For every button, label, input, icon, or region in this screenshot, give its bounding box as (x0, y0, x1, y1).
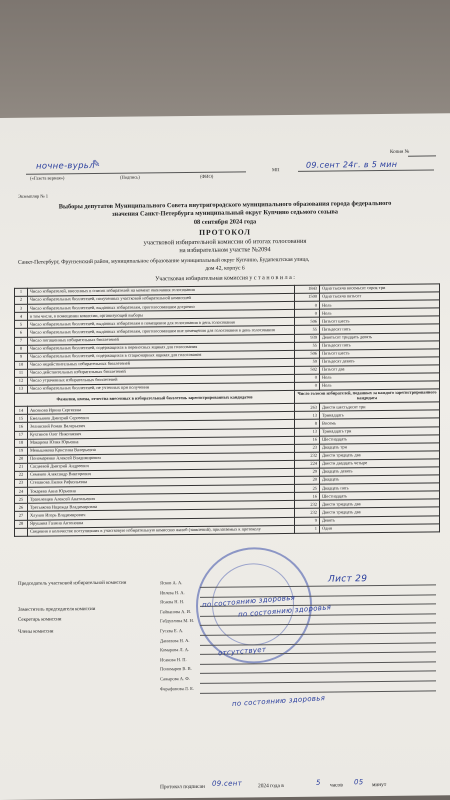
copy-number-label: Копия № (390, 149, 410, 155)
row-label: Число избирательных бюллетеней, выданных избирателям, проголосовавшим вне помещения для голосования в день голосования (28, 326, 295, 337)
address-line-2: дом 42, корпус 6 (205, 265, 245, 272)
member-name: Ясков А. А. (160, 580, 183, 586)
row-label: Число погашенных избирательных бюллетеней (28, 334, 295, 345)
results-table (14, 283, 440, 536)
row-number: 13 (15, 385, 28, 393)
protocol-sheet (0, 113, 450, 800)
candidate-votes-words: Двадцать (320, 475, 440, 484)
row-label: Число избирательных бюллетеней, содержащихся в стационарных ящиках для голосования (28, 350, 295, 361)
candidate-name: Емельянов Дмитрий Сергеевич (28, 412, 295, 423)
election-date: 08 сентября 2024 года (193, 218, 257, 226)
candidate-votes-words: Двести шестьдесят три (320, 402, 440, 411)
row-words: Девятьсот тридцать девять (320, 332, 440, 341)
heading-line-2: значения Санкт-Петербурга муниципальный округ Купчино седьмого созыва (111, 208, 339, 218)
footer-signed-label: Протокол подписан (160, 783, 205, 791)
candidate-number: 22 (15, 471, 28, 479)
member-name: Ивлева Н. А. (160, 589, 185, 595)
row-words: Пятьдесят пять (320, 324, 440, 333)
row-label: Число утраченных избирательных бюллетеней (28, 374, 295, 385)
member-name: Гайнанова А. И. (160, 608, 192, 615)
footer-date-hand: 09.сент (212, 779, 243, 788)
candidate-number: 17 (15, 431, 28, 439)
handwritten-time: 09.сент 24г. в 5 мин (306, 159, 398, 170)
label-gazette: («Газета верная») (30, 175, 65, 181)
row-number: 2 (15, 296, 28, 304)
heading-line-1: Выборы депутатов Муниципального Совета внутригородского муниципального образования города федерального (58, 199, 392, 211)
candidate-number: 25 (15, 495, 28, 503)
candidate-number: 20 (15, 455, 28, 463)
row-label: Число действительных избирательных бюллетеней (28, 366, 295, 377)
subtitle-2: на избирательном участке №2094 (179, 246, 271, 255)
page-title: ПРОТОКОЛ (199, 227, 251, 237)
complaints-words: Один (320, 524, 440, 533)
candidate-name: Пономаренко Алексей Владимирович (28, 452, 295, 463)
row-value: 0 (295, 301, 320, 309)
row-number: 8 (15, 345, 28, 353)
candidate-name: Макарова Юлия Юрьевна (28, 436, 295, 447)
row-words: Ноль (320, 373, 440, 382)
candidate-votes: 25 (295, 484, 320, 492)
cand-header-right: Число голосов избирателей, поданных за каждого зарегистрированного кандидата (295, 389, 440, 404)
row-label: Число избирательных бюллетеней, полученных участковой избирательной комиссией (28, 294, 295, 305)
candidate-number: 24 (15, 487, 28, 495)
secretary-label: Секретарь комиссии (18, 617, 62, 623)
candidate-name: Сагдеевой Дмитрий Андреевич (28, 460, 295, 471)
candidate-votes: 16 (295, 492, 320, 500)
row-value: 502 (295, 366, 320, 374)
row-words: Одна тысяча пятьсот (320, 292, 440, 301)
candidate-number: 21 (15, 463, 28, 471)
candidate-votes: 23 (295, 444, 320, 452)
copy-number: Экземпляр № 1 (18, 193, 49, 199)
signature-line (200, 680, 436, 683)
label-signature: (Подпись) (120, 174, 140, 180)
row-number: 11 (15, 369, 28, 377)
handwritten-note-3: отсутствует (217, 645, 267, 658)
member-name: Комарова Л. А. (160, 647, 190, 653)
candidate-number: 27 (15, 512, 28, 520)
candidate-votes-words: Шестнадцать (320, 491, 440, 500)
row-number: 12 (15, 377, 28, 385)
member-name: Сажарова А. Ф. (160, 676, 190, 682)
row-label: Число избирательных бюллетеней, выданных избирателям в помещении для голосования в день голосования (28, 318, 295, 329)
member-name: Пономарев В. В. (160, 666, 192, 672)
row-value: 506 (295, 350, 320, 358)
handwritten-note-4: по состоянию здоровья (231, 694, 326, 709)
row-label: Число избирательных бюллетеней, выданных избирателям, проголосовавшим досрочно (28, 302, 295, 313)
candidate-votes-words: Двадцать пять (320, 483, 440, 492)
candidate-votes-words: Двести тридцать два (320, 451, 440, 460)
chair-label: Председатель участковой избирательной комиссии (18, 580, 127, 587)
row-number: 4 (15, 312, 28, 320)
footer-year: 2024 года в (258, 783, 284, 790)
row-words: Пятьсот шесть (320, 349, 440, 358)
candidate-number: 28 (15, 520, 28, 528)
row-label: в том числе, в помещении комиссии, организующей выборы (28, 310, 295, 321)
row-label: Число избирательных бюллетеней, содержащихся в переносных ящиках для голосования (28, 342, 295, 353)
candidate-name: Степанова Лилия Рафаэльевна (28, 476, 295, 487)
row-words: Ноль (320, 381, 440, 390)
candidate-name: Хлунов Игорь Владимирович (28, 509, 295, 520)
row-number: 6 (15, 329, 28, 337)
address-line-1: Санкт-Петербург, Фрунзенский район, муниципальное образование муниципальный округ Купчино, Будапештская улица, (18, 256, 310, 266)
candidate-name: Семенов Александр Викторович (28, 468, 295, 479)
row-words: Пятьсот шесть (320, 316, 440, 325)
footer-hour-hand: 5 (316, 778, 321, 787)
candidate-votes-words: Двадцать девять (320, 467, 440, 476)
candidate-name: Третьякова Надежда Владимировна (28, 501, 295, 512)
member-name: Фарафонова Л. Е. (160, 685, 194, 691)
candidate-votes-words: Двести тридцать два (320, 499, 440, 508)
label-fio: (ФИО) (200, 173, 214, 179)
row-number: 9 (15, 353, 28, 361)
candidate-votes-words: Двести тридцать два (320, 507, 440, 516)
member-name: Габдуллина М. Н. (160, 618, 195, 624)
candidate-name: Аксенова Ирина Сергеевна (28, 404, 295, 415)
candidate-votes: 9 (295, 517, 320, 525)
cand-header-left: Фамилии, имена, отчества внесенных в избирательный бюллетень зарегистрированных кандидатов (15, 391, 295, 407)
row-number: 1 (15, 288, 28, 296)
candidate-name: Ярушина Галина Антоновна (28, 517, 295, 528)
candidate-votes: 13 (295, 411, 320, 419)
candidate-votes-words: Тринадцать (320, 410, 440, 419)
member-name: Ясаева Н. Н. (160, 599, 185, 605)
candidate-votes-words: Двадцать три (320, 443, 440, 452)
row-label: Число избирательных бюллетеней, не учтенных при получении (28, 383, 295, 394)
label-mp: МП (272, 167, 280, 173)
row-number: 10 (15, 361, 28, 369)
handwritten-note-2: по состоянию здоровья (237, 603, 332, 619)
row-value: 55 (295, 326, 320, 334)
footer-minutes-label: минут (372, 781, 387, 789)
candidate-name: Зелинский Роман Валерьевич (28, 420, 295, 431)
candidate-name: Трагелевцев Алексей Анатольевич (28, 493, 295, 504)
handwritten-note-1: по состоянию здоровья (201, 593, 296, 610)
row-value: 59 (295, 358, 320, 366)
candidate-name: Меньшикова Кристина Валерьевна (28, 444, 295, 455)
handwritten-sheet-number: Лист 29 (328, 574, 368, 585)
signature-line (200, 671, 436, 674)
candidate-votes: 8 (295, 420, 320, 428)
candidate-number: 19 (15, 447, 28, 455)
complaints-text: Сведения о количестве поступивших в участковую избирательную комиссию жалоб (заявлений), прилагаемых к протоколу (28, 525, 295, 536)
row-value: 0 (295, 309, 320, 317)
candidate-number: 23 (15, 479, 28, 487)
row-number: 5 (15, 321, 28, 329)
member-name: Исакова Н. П. (160, 656, 187, 663)
row-words: Ноль (320, 300, 440, 309)
row-number: 3 (15, 304, 28, 312)
row-label: Число недействительных избирательных бюллетеней (28, 358, 295, 369)
row-number: 7 (15, 337, 28, 345)
candidate-votes-words: Шестнадцать (320, 434, 440, 443)
candidate-votes: 224 (295, 460, 320, 468)
row-words: Пятьсот два (320, 365, 440, 374)
deputy-label: Заместитель председателя комиссии (18, 607, 96, 613)
candidate-name: Кухтинов Олег Николаевич (28, 428, 295, 439)
candidate-number: 15 (15, 415, 28, 423)
row-words: Одна тысяча восемьсот сорок три (320, 284, 440, 293)
candidate-number: 14 (15, 406, 28, 414)
member-name: Гусева Е. А. (160, 628, 184, 634)
candidate-votes: 232 (295, 509, 320, 517)
candidate-votes: 13 (295, 428, 320, 436)
row-value: 1843 (295, 285, 320, 293)
subtitle-1: участковой избирательной комиссии об итогах голосования (143, 237, 307, 247)
certifier-note: ночне-вурьл (36, 161, 95, 172)
row-value: 1500 (295, 293, 320, 301)
member-name: Данилова Н. А. (160, 637, 190, 643)
established-header: Участковая избирательная комиссия у с т а н о в и л а : (155, 274, 295, 283)
row-label: Число избирателей, внесенных в список избирателей на момент окончания голосования (28, 285, 295, 296)
candidate-votes: 20 (295, 476, 320, 484)
signature-line (200, 661, 436, 664)
row-words: Ноль (320, 308, 440, 317)
complaints-value: 1 (295, 525, 320, 533)
candidate-votes: 16 (295, 436, 320, 444)
candidate-votes: 29 (295, 468, 320, 476)
candidate-votes-words: Тринадцать три (320, 426, 440, 435)
candidate-votes: 232 (295, 452, 320, 460)
candidate-votes-words: Девять (320, 515, 440, 524)
candidate-votes-words: Восемь (320, 418, 440, 427)
row-value: 0 (295, 374, 320, 382)
candidate-votes: 263 (295, 403, 320, 411)
candidate-number: 26 (15, 504, 28, 512)
footer-min-hand: 05 (354, 778, 364, 787)
candidate-votes: 232 (295, 500, 320, 508)
row-value: 939 (295, 334, 320, 342)
row-value: 0 (295, 382, 320, 390)
candidate-number: 16 (15, 423, 28, 431)
row-words: Пятьдесят пять (320, 341, 440, 350)
signature-line (200, 690, 436, 693)
row-words: Пятьдесят девять (320, 357, 440, 366)
candidate-number: 18 (15, 439, 28, 447)
candidate-votes-words: Двести двадцать четыре (320, 459, 440, 468)
footer-hours-label: часов (330, 782, 343, 789)
members-label: Члены комиссии (18, 629, 54, 635)
signature-mark: ✎ (92, 158, 101, 171)
candidate-name: Токарева Анна Юрьевна (28, 485, 295, 496)
row-value: 506 (295, 318, 320, 326)
row-value: 55 (295, 342, 320, 350)
